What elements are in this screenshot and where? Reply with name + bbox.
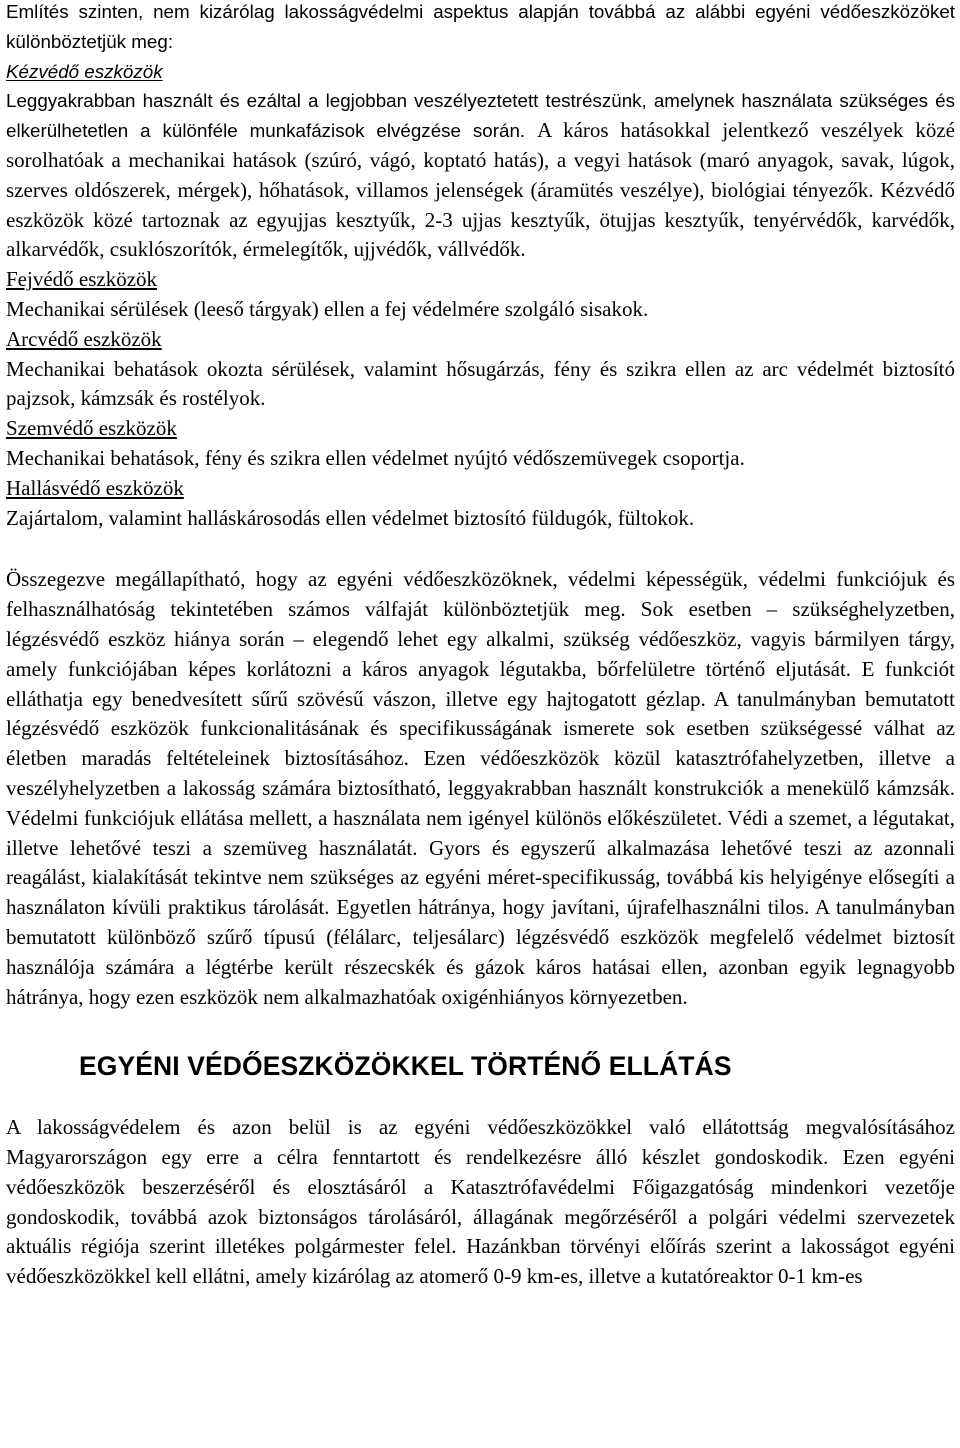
head-protection-block — [6, 265, 955, 325]
eye-protection-text: Mechanikai behatások, fény és szikra ellen védelmet nyújtó védőszemüvegek csoportja. — [6, 445, 745, 470]
document-page — [6, 0, 955, 1292]
eye-protection-block — [6, 414, 955, 474]
heading-eye-protection: Szemvédő eszközök — [6, 416, 177, 441]
head-protection-text: Mechanikai sérülések (leeső tárgyak) ellen a fej védelmére szolgáló sisakok. — [6, 296, 649, 321]
face-protection-text: Mechanikai behatások okozta sérülések, valamint hősugárzás, fény és szikra ellen az arc védelmét biztosító pajzsok, kámzsák és rostélyok. — [6, 356, 955, 411]
face-protection-block — [6, 325, 955, 414]
heading-hearing-protection: Hallásvédő eszközök — [6, 475, 184, 500]
heading-face-protection: Arcvédő eszközök — [6, 326, 162, 351]
hand-protection-text-serif: A káros hatásokkal jelentkező veszélyek közé sorolhatóak a mechanikai hatások (szúró, vágó, koptató hatás), a vegyi hatások (maró anyagok, savak, lúgok, szerves oldószerek, mérgek), hőhatások, villamos jelenségek (áramütés veszélye), biológiai tényezők. — [6, 118, 955, 202]
supply-paragraph: A lakosságvédelem és azon belül is az egyéni védőeszközökkel való ellátottság megvalósításához Magyarországon egy erre a célra fenntartott és rendelkezésre álló készlet gondoskodik. Ezen egyéni védőeszközök beszerzéséről és elosztásáról a Katasztrófavédelmi Főigazgatóság mindenkori vezetője gondoskodik, továbbá azok biztonságos tárolásáról, állagának megőrzéséről a polgári védelmi szervezetek aktuális régiója szerint illetékes polgármester felel. Hazánkban törvényi előírás szerint a lakosságot egyéni védőeszközökkel kell ellátni, amely kizárólag az atomerő 0-9 km-es, illetve a kutatóreaktor 0-1 km-es — [6, 1115, 955, 1289]
intro-text: Említés szinten, nem kizárólag lakosságvédelmi aspektus alapján továbbá az alábbi egyéni védőeszközöket különböztetjük meg: — [6, 1, 955, 52]
intro-and-hand-protection — [6, 0, 955, 265]
hearing-protection-block — [6, 474, 955, 534]
hand-protection-text-sans: Leggyakrabban használt és ezáltal a legjobban veszélyeztetett testrészünk, amelynek használata szükséges és elkerülhetetlen a különféle munkafázisok elvégzése során. — [6, 90, 955, 142]
heading-hand-protection: Kézvédő eszközök — [6, 60, 163, 82]
summary-paragraph: Összegezve megállapítható, hogy az egyéni védőeszközöknek, védelmi képességük, védelmi funkciójuk és felhasználhatóság tekintetében számos válfaját különböztetjük meg. Sok esetben – szükséghelyzetben, légzésvédő eszköz hiánya során – elegendő lehet egy alkalmi, szükség védőeszköz, vagyis bármilyen tárgy, amely funkciójában képes korlátozni a káros anyagok légutakba, bőrfelületre történő eljutását. E funkciót elláthatja egy benedvesített sűrű szövésű vászon, illetve egy hajtogatott gézlap. A tanulmányban bemutatott légzésvédő eszközök funkcionalitásának és specifikusságának ismerete sok esetben szükségessé válhat az életben maradás feltételeinek biztosításához. Ezen védőeszközök közül katasztrófahelyzetben, illetve a veszélyhelyzetben a lakosság számára biztosítható, leggyakrabban használt konstrukciók a menekülő kámzsák. Védelmi funkciójuk ellátása mellett, a használata nem igényel különös előkészületet. Védi a szemet, a légutakat, illetve lehetővé teszi a szemüveg használatát. Gyors és egyszerű alkalmazása lehetővé teszi az azonnali reagálást, kialakítását tekintve nem szükséges az egyéni méret-specifikusság, továbbá kis helyigénye elősegíti a használaton kívüli praktikus tárolását. Egyetlen hátránya, hogy javítani, újrafelhasználni tilos. A tanulmányban bemutatott különböző szűrő típusú (félálarc, teljesálarc) légzésvédő eszközök megfelelő védelmet biztosít használója számára a légtérbe került részecskék és gázok káros hatásai ellen, azonban egyik legnagyobb hátránya, hogy ezen eszközök nem alkalmazhatóak oxigénhiányos környezetben. — [6, 567, 955, 1009]
section-title: EGYÉNI VÉDŐESZKÖZÖKKEL TÖRTÉNŐ ELLÁTÁS — [79, 1051, 732, 1082]
hearing-protection-text: Zajártalom, valamint halláskárosodás ellen védelmet biztosító füldugók, fültokok. — [6, 505, 695, 530]
hand-protection-text-serif-2: Kézvédő eszközök közé tartoznak az egyujjas kesztyűk, 2-3 ujjas kesztyűk, ötujjas kesztyűk, tenyérvédők, karvédők, alkarvédők, csuklószorítók, érmelegítők, ujjvédők, vállvédők. — [6, 177, 955, 262]
heading-head-protection: Fejvédő eszközök — [6, 267, 158, 292]
